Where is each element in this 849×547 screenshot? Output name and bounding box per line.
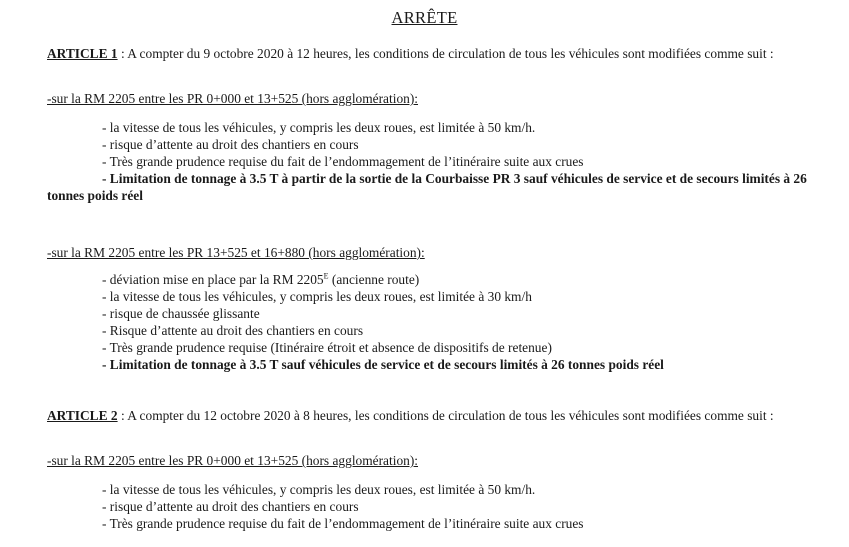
deviation-suffix: (ancienne route) [328, 272, 420, 287]
article-2-label: ARTICLE 2 [47, 408, 118, 423]
article-1-separator: : [117, 46, 128, 61]
article-1-section-2-tonnage-limit: - Limitation de tonnage à 3.5 T sauf véhicules de service et de secours limités à 26 tonnes poids réel [102, 357, 664, 372]
article-1-section-2-heading: -sur la RM 2205 entre les PR 13+525 et 16+880 (hors agglomération): [47, 245, 425, 260]
article-1-paragraph [47, 45, 812, 62]
article-1-text: A compter du 9 octobre 2020 à 12 heures, les conditions de circulation de tous les véhicules sont modifiées comme suit : [127, 46, 774, 61]
article-2-section-1-item-2: - risque d’attente au droit des chantiers en cours [102, 499, 359, 514]
article-1-section-2-item-4: - Très grande prudence requise (Itinéraire étroit et absence de dispositifs de retenue) [102, 340, 552, 355]
article-2-paragraph [47, 407, 812, 424]
deviation-prefix: - déviation mise en place par la RM 2205 [102, 272, 324, 287]
article-1-section-1-tonnage-limit: - Limitation de tonnage à 3.5 T à partir de la sortie de la Courbaisse PR 3 sauf véhicules de service et de secours limités à 26 tonnes poids réel [47, 171, 807, 203]
article-1-section-1-item-3: - Très grande prudence requise du fait de l’endommagement de l’itinéraire suite aux crues [102, 154, 584, 169]
article-1-section-1-item-2: - risque d’attente au droit des chantiers en cours [102, 137, 359, 152]
deviation-superscript: E [323, 271, 329, 281]
article-2-text: A compter du 12 octobre 2020 à 8 heures, les conditions de circulation de tous les véhicules sont modifiées comme suit : [127, 408, 774, 423]
article-2-section-1-item-1: - la vitesse de tous les véhicules, y compris les deux roues, est limitée à 50 km/h. [102, 482, 536, 497]
article-1-section-2-deviation [102, 271, 419, 288]
article-1-section-2-item-3: - Risque d’attente au droit des chantiers en cours [102, 323, 364, 338]
article-1-section-1-heading: -sur la RM 2205 entre les PR 0+000 et 13+525 (hors agglomération): [47, 91, 419, 106]
article-1-label: ARTICLE 1 [47, 46, 118, 61]
document-title: ARRÊTE [391, 8, 458, 27]
article-2-section-1-item-3: - Très grande prudence requise du fait de l’endommagement de l’itinéraire suite aux crues [102, 516, 584, 531]
article-1-section-1-item-1: - la vitesse de tous les véhicules, y compris les deux roues, est limitée à 50 km/h. [102, 120, 536, 135]
article-1-section-2-item-1: - la vitesse de tous les véhicules, y compris les deux roues, est limitée à 30 km/h [102, 289, 532, 304]
article-2-separator: : [117, 408, 128, 423]
article-2-section-1-heading: -sur la RM 2205 entre les PR 0+000 et 13+525 (hors agglomération): [47, 453, 419, 468]
article-1-section-2-item-2: - risque de chaussée glissante [102, 306, 260, 321]
